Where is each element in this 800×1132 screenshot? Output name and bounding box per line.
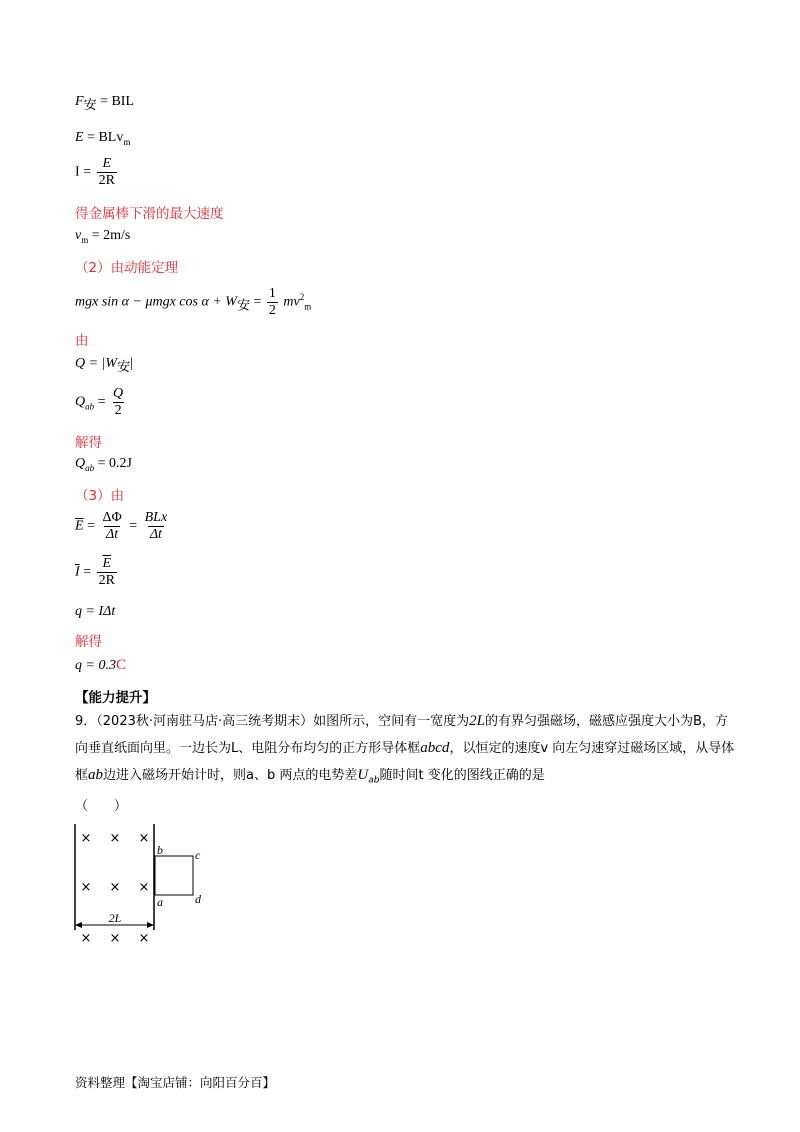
page-footer: 资料整理【淘宝店铺：向阳百分百】 xyxy=(75,1075,276,1090)
text-solve-2: 解得 xyxy=(75,634,102,650)
equation-current: I = $\frac{E}{2R}$ xyxy=(75,156,115,188)
square-frame xyxy=(155,856,193,895)
text-solve-1: 解得 xyxy=(75,435,102,451)
text-you: 由 xyxy=(75,333,89,349)
text-part3: （3）由 xyxy=(75,488,125,504)
dimension-label: 2L xyxy=(108,911,122,925)
section-heading: 【能力提升】 xyxy=(75,690,156,706)
equation-energy: mgx sin α − μmgx $\cos \alpha + W_安$ = $\frac{1}{2}$ $mv^2_m$ xyxy=(75,286,312,318)
label-d: d xyxy=(195,892,201,906)
text-max-speed: 得金属棒下滑的最大速度 xyxy=(75,206,224,222)
field-cross: × xyxy=(109,831,121,846)
field-cross: × xyxy=(138,831,150,846)
field-cross: × xyxy=(109,931,121,946)
text-part2: （2）由动能定理 xyxy=(75,260,179,276)
label-c: c xyxy=(195,848,201,862)
equation-charge: q = IΔt xyxy=(75,604,116,619)
equation-heat: $Q = |W_安|$ xyxy=(75,356,133,375)
equation-ampere-force: $F_安$ = BIL xyxy=(75,94,135,113)
dimension-arrow-right xyxy=(147,922,154,928)
answer-blank: （ ） xyxy=(75,798,128,814)
field-cross: × xyxy=(80,931,92,946)
equation-qab-result: $Q_{ab} = 0.2J$ xyxy=(75,456,132,473)
equation-emf: E = BLv$_m$ xyxy=(75,130,131,147)
label-a: a xyxy=(157,895,163,909)
dimension-arrow-left xyxy=(75,922,82,928)
label-b: b xyxy=(157,843,163,857)
field-cross: × xyxy=(80,831,92,846)
equation-heat-ab: $Q_{ab}$ = $\frac{Q}{2}$ xyxy=(75,386,124,418)
question-source: （2023秋·河南驻马店·高三统考期末） xyxy=(96,714,314,729)
equation-charge-result: q = 0.3C xyxy=(75,657,126,673)
equation-vm: $v_m = 2m/s$ xyxy=(75,228,131,245)
field-cross: × xyxy=(80,880,92,895)
magnetic-field-figure xyxy=(60,818,230,948)
field-cross: × xyxy=(138,880,150,895)
equation-avg-emf: $\overline{E}$ = $\frac{\Delta\Phi}{\Delta t}$ = $\frac{\text{BLx}}{\Delta t}$ xyxy=(75,510,168,542)
equation-avg-current: $\overline{I}$ = $\frac{\overline{E}}{2R}$ xyxy=(75,556,115,588)
question-9: 9．（2023秋·河南驻马店·高三统考期末）如图所示，空间有一宽度为2L的有界匀强磁场，磁感应强度大小为B，方向垂直纸面向里。一边长为L、电阻分布均匀的正方形导体框abcd，以恒定的速度v 向左匀速穿过磁场区域，从导体框ab边进入磁场开始计时，则a、b 两点的电势差$U_{ab}$随时间t 变化的图线正确的是 （ ） xyxy=(75,713,735,814)
field-cross: × xyxy=(138,931,150,946)
field-cross: × xyxy=(109,880,121,895)
question-number: 9． xyxy=(75,714,97,729)
